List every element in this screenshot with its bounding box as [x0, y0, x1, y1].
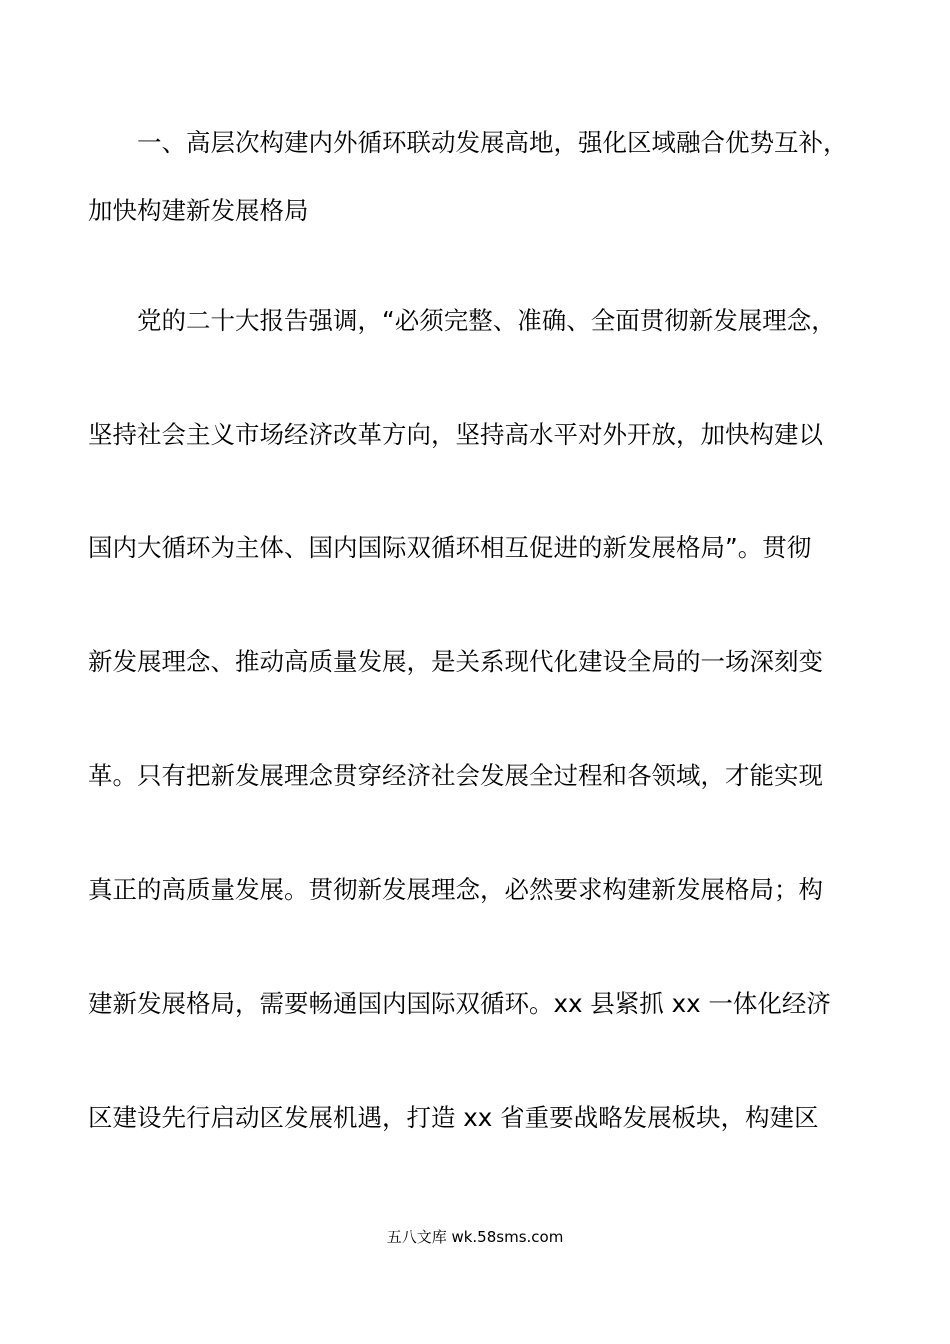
heading-line-2: 加快构建新发展格局 [88, 196, 309, 225]
paragraph-line-7: 建新发展格局，需要畅通国内国际双循环。xx 县紧抓 xx 一体化经济 [88, 989, 831, 1018]
paragraph-line-2: 坚持社会主义市场经济改革方向，坚持高水平对外开放，加快构建以 [88, 420, 823, 449]
paragraph-line-3: 国内大循环为主体、国内国际双循环相互促进的新发展格局”。贯彻 [88, 533, 812, 562]
paragraph-line-1: 党的二十大报告强调，“必须完整、准确、全面贯彻新发展理念， [137, 306, 836, 335]
heading-line-1: 一、高层次构建内外循环联动发展高地，强化区域融合优势互补， [137, 128, 848, 157]
paragraph-line-4: 新发展理念、推动高质量发展，是关系现代化建设全局的一场深刻变 [88, 647, 823, 676]
footer-watermark: 五八文库 wk.58sms.com [386, 1228, 564, 1246]
paragraph-line-5: 革。只有把新发展理念贯穿经济社会发展全过程和各领域，才能实现 [88, 761, 823, 790]
paragraph-line-8: 区建设先行启动区发展机遇，打造 xx 省重要战略发展板块，构建区 [88, 1103, 819, 1132]
paragraph-line-6: 真正的高质量发展。贯彻新发展理念，必然要求构建新发展格局；构 [88, 875, 823, 904]
